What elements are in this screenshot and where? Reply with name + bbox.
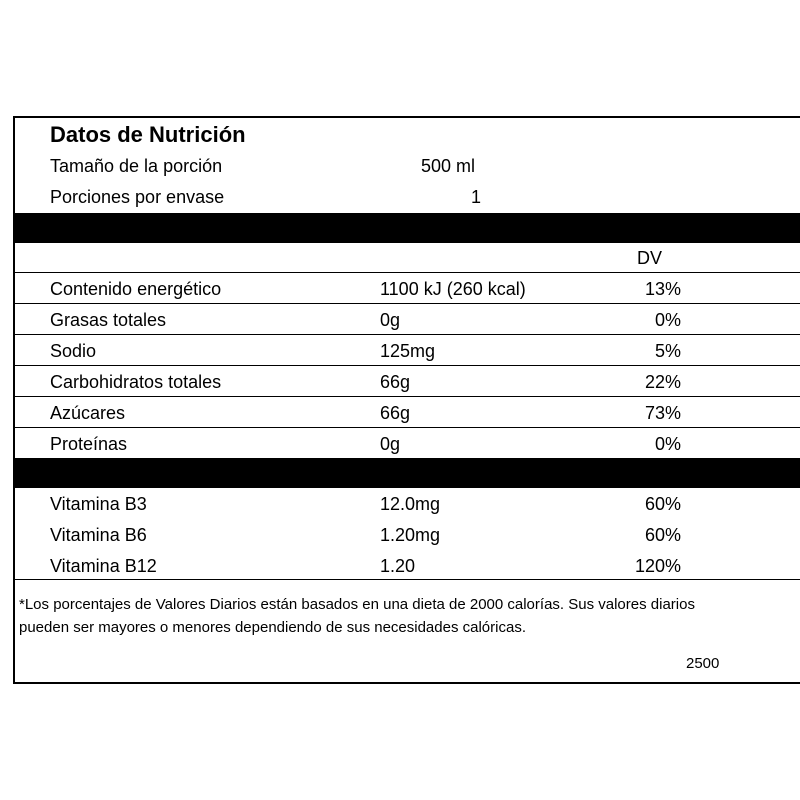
nutrient-amount: 66g [380,403,411,423]
vitamin-dv: 60% [644,494,681,514]
nutrient-name: Contenido energético [50,279,222,299]
nutrient-dv: 13% [644,279,681,299]
nutrient-dv: 0% [654,310,681,330]
separator-bar-top [15,213,800,243]
divider [15,396,800,397]
nutrient-amount: 125mg [380,341,436,361]
divider [15,579,800,580]
vitamin-amount: 1.20 [380,556,416,576]
footnote-line-1: *Los porcentajes de Valores Diarios están basados en una dieta de 2000 calorías. Sus valores diarios [19,596,695,613]
dv-header: DV [637,248,663,268]
nutrient-amount: 1100 kJ (260 kcal) [380,279,526,299]
vitamin-amount: 12.0mg [380,494,441,514]
servings-per-container-label: Porciones por envase [50,187,225,207]
calories-reference: 2500 [686,655,720,672]
nutrient-name: Carbohidratos totales [50,372,222,392]
divider [15,303,800,304]
servings-per-container-value: 1 [471,187,482,207]
nutrient-name: Grasas totales [50,310,167,330]
nutrient-amount: 66g [380,372,411,392]
nutrient-dv: 0% [654,434,681,454]
nutrient-dv: 5% [654,341,681,361]
nutrient-amount: 0g [380,434,401,454]
vitamin-dv: 120% [634,556,681,576]
nutrient-dv: 73% [644,403,681,423]
footnote-line-2: pueden ser mayores o menores dependiendo de sus necesidades calóricas. [19,619,526,636]
vitamin-name: Vitamina B6 [50,525,147,545]
vitamin-amount: 1.20mg [380,525,441,545]
separator-bar-middle [15,458,800,488]
nutrient-name: Azúcares [50,403,126,423]
divider [15,427,800,428]
vitamin-name: Vitamina B12 [50,556,157,576]
vitamin-name: Vitamina B3 [50,494,147,514]
nutrition-facts-panel [13,116,800,684]
nutrient-dv: 22% [644,372,681,392]
nutrient-name: Proteínas [50,434,128,454]
divider [15,334,800,335]
divider [15,272,800,273]
divider [15,365,800,366]
nutrient-name: Sodio [50,341,97,361]
nutrient-amount: 0g [380,310,401,330]
panel-title: Datos de Nutrición [50,122,246,147]
serving-size-value: 500 ml [421,156,476,176]
vitamin-dv: 60% [644,525,681,545]
serving-size-label: Tamaño de la porción [50,156,223,176]
